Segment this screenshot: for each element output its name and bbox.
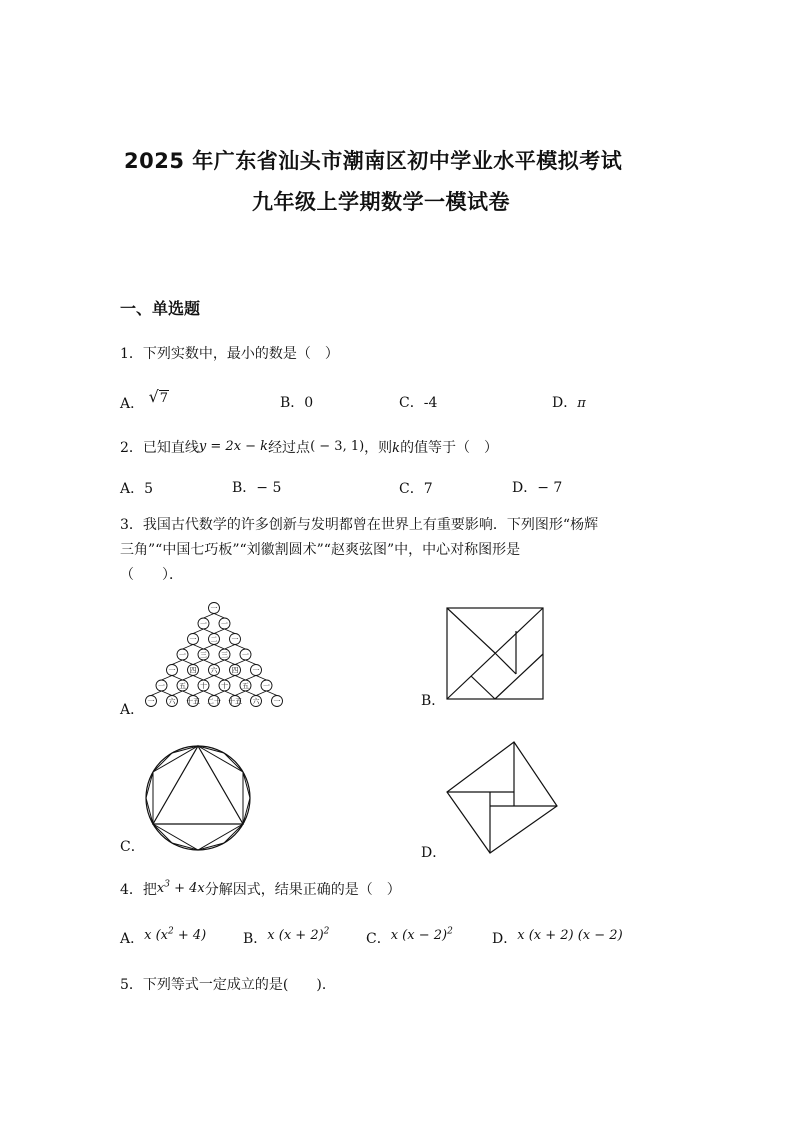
liuhui-hexagon xyxy=(153,746,243,850)
yanghui-edge xyxy=(235,660,246,665)
liuhui-triangle xyxy=(153,746,243,824)
yanghui-edge xyxy=(267,691,278,696)
yanghui-edge xyxy=(172,676,183,681)
yanghui-edge xyxy=(246,660,257,665)
yanghui-node-label: 十五 xyxy=(228,697,242,706)
yanghui-edge xyxy=(193,676,204,681)
yanghui-node-label: 四 xyxy=(189,666,197,675)
q4-suffix: 分解因式，结果正确的是（ ） xyxy=(204,882,401,898)
question-3-stem-line1: 3．我国古代数学的许多创新与发明都曾在世界上有重要影响．下列图形“杨辉 xyxy=(120,517,599,533)
q4-expression xyxy=(157,881,205,896)
q1-option-b xyxy=(280,392,313,412)
q4-expr-rest: + 4x xyxy=(170,881,205,896)
yanghui-edge xyxy=(183,691,194,696)
yanghui-edge xyxy=(204,614,215,619)
yanghui-node-label: 四 xyxy=(231,666,239,675)
yanghui-node-label: 一 xyxy=(231,635,239,644)
yanghui-edge xyxy=(162,676,173,681)
q4-option-a-letter: A． xyxy=(120,931,145,947)
q4-expr-exp: 3 xyxy=(164,879,170,890)
yanghui-node-label: 一 xyxy=(179,651,186,659)
q3-option-b-letter: B． xyxy=(421,693,446,709)
q1-option-d-value: π xyxy=(577,396,586,411)
yanghui-edge xyxy=(214,614,225,619)
section-heading: 一、单选题 xyxy=(120,299,201,318)
question-1-stem: 1．下列实数中，最小的数是（ ） xyxy=(120,346,339,362)
q4-expr-base: x xyxy=(156,881,165,896)
q2-option-c-letter: C． xyxy=(399,481,424,497)
q3-option-a-letter: A． xyxy=(120,702,145,718)
question-3-stem-line3: （ ）． xyxy=(120,567,183,583)
q4-prefix: 4．把 xyxy=(120,882,157,898)
q2-option-c xyxy=(399,478,433,498)
q2-option-a-letter: A． xyxy=(120,481,145,497)
q1-option-c xyxy=(399,392,437,412)
yanghui-edge xyxy=(204,629,215,634)
yanghui-edge xyxy=(193,645,204,650)
q3-option-c-letter: C． xyxy=(120,839,145,855)
yanghui-edge xyxy=(162,691,173,696)
zhaoshuang-figure xyxy=(446,741,558,855)
yanghui-edge xyxy=(246,691,257,696)
q4-option-a-expr xyxy=(144,928,206,943)
q2-suffix: 的值等于（ ） xyxy=(400,440,499,456)
yanghui-edge xyxy=(151,691,162,696)
q2-option-a-value: 5 xyxy=(144,481,154,497)
yanghui-node-label: 一 xyxy=(242,651,249,659)
yanghui-node-label: 一 xyxy=(168,666,176,675)
yanghui-edge xyxy=(225,691,236,696)
yanghui-edge xyxy=(214,691,225,696)
q4-option-c-expr xyxy=(391,928,453,943)
q2-option-d-value: − 7 xyxy=(537,480,563,496)
liuhui-circle-figure xyxy=(143,744,255,852)
q2-prefix: 2．已知直线 xyxy=(120,440,199,456)
yanghui-edge xyxy=(225,629,236,634)
yanghui-edge xyxy=(204,691,215,696)
question-4-stem xyxy=(120,879,401,899)
yanghui-edge xyxy=(235,691,246,696)
q4-option-b-sup: 2 xyxy=(323,926,330,937)
q1-option-b-letter: B． xyxy=(280,395,305,411)
yanghui-edge xyxy=(214,676,225,681)
q4-option-b-letter: B． xyxy=(243,931,268,947)
q1-option-b-value: 0 xyxy=(304,395,314,411)
yanghui-node-label: 五 xyxy=(179,682,186,690)
yanghui-edge xyxy=(193,629,204,634)
q2-equation: y = 2x − k xyxy=(198,439,269,454)
q2-option-d xyxy=(512,477,562,497)
q1-option-d xyxy=(552,392,586,412)
q1-option-a-radicand: 7 xyxy=(159,391,169,406)
q4-option-b-expr xyxy=(267,928,329,943)
q2-point: ( − 3, 1) xyxy=(310,439,365,454)
q2-option-d-letter: D． xyxy=(512,480,538,496)
q1-option-a xyxy=(120,387,169,413)
yanghui-edge xyxy=(225,676,236,681)
yanghui-edge xyxy=(235,645,246,650)
yanghui-node-label: 六 xyxy=(252,697,260,706)
yanghui-node-label: 一 xyxy=(147,697,155,706)
yanghui-triangle-figure xyxy=(143,598,293,718)
yanghui-node-label: 二 xyxy=(210,635,218,644)
q4-option-d xyxy=(492,928,623,948)
yanghui-node-label: 三 xyxy=(221,651,228,659)
yanghui-node-label: 一 xyxy=(158,682,165,690)
q2-var: k xyxy=(392,441,401,456)
yanghui-node-label: 一 xyxy=(273,697,281,706)
q4-option-c-letter: C． xyxy=(366,931,391,947)
yanghui-node-label: 六 xyxy=(210,666,218,675)
yanghui-node-label: 一 xyxy=(252,666,260,675)
yanghui-edge xyxy=(214,660,225,665)
q1-option-c-value: -4 xyxy=(423,395,438,411)
q4-option-a-sup: 2 xyxy=(168,926,174,937)
q1-option-a-letter: A． xyxy=(120,396,145,412)
q2-option-c-value: 7 xyxy=(423,481,433,497)
q1-option-d-letter: D． xyxy=(552,395,578,411)
yanghui-edge xyxy=(172,691,183,696)
page-title-line2: 九年级上学期数学一模试卷 xyxy=(252,190,510,214)
sqrt-symbol: √ xyxy=(148,387,159,406)
yanghui-node-label: 三 xyxy=(200,651,207,659)
yanghui-edge xyxy=(193,660,204,665)
q4-option-c xyxy=(366,928,453,948)
yanghui-edge xyxy=(204,660,215,665)
q4-option-d-letter: D． xyxy=(492,931,518,947)
yanghui-edge xyxy=(246,676,257,681)
q3-option-d-letter: D． xyxy=(421,845,447,861)
q4-option-a-text: x (x xyxy=(144,928,168,943)
q2-option-b xyxy=(232,477,281,497)
yanghui-node-label: 二十 xyxy=(207,697,221,706)
q1-option-c-letter: C． xyxy=(399,395,424,411)
q4-option-b-text: x (x + 2) xyxy=(267,928,324,943)
yanghui-node-label: 六 xyxy=(168,697,176,706)
yanghui-node-label: 一 xyxy=(210,604,218,613)
yanghui-edge xyxy=(256,691,267,696)
q2-mid2: ，则 xyxy=(364,440,393,456)
q2-option-b-value: − 5 xyxy=(256,480,282,496)
yanghui-edge xyxy=(193,691,204,696)
yanghui-edge xyxy=(204,676,215,681)
yanghui-node-label: 一 xyxy=(263,682,270,690)
q2-mid: 经过点 xyxy=(268,440,311,456)
q4-option-b xyxy=(243,928,329,948)
yanghui-node-label: 一 xyxy=(200,620,207,628)
yanghui-node-label: 一 xyxy=(221,620,228,628)
q2-option-b-letter: B． xyxy=(232,480,257,496)
yanghui-node-label: 一 xyxy=(189,635,197,644)
tangram-figure xyxy=(446,607,546,701)
yanghui-edge xyxy=(214,645,225,650)
yanghui-edge xyxy=(204,645,215,650)
yanghui-edge xyxy=(225,645,236,650)
page-title-line1: 2025 年广东省汕头市潮南区初中学业水平模拟考试 xyxy=(124,149,623,173)
yanghui-edge xyxy=(172,660,183,665)
yanghui-edge xyxy=(235,676,246,681)
yanghui-node-label: 十 xyxy=(200,682,207,690)
yanghui-edge xyxy=(183,660,194,665)
question-3-stem-line2: 三角”“中国七巧板”“刘徽割圆术”“赵爽弦图”中，中心对称图形是 xyxy=(120,542,521,558)
yanghui-edge xyxy=(256,676,267,681)
yanghui-edge xyxy=(225,660,236,665)
yanghui-node-label: 十 xyxy=(221,682,228,690)
q4-option-a xyxy=(120,928,206,948)
q4-option-c-text: x (x − 2) xyxy=(390,928,448,943)
yanghui-node-label: 五 xyxy=(242,682,249,690)
liuhui-circle xyxy=(146,746,250,850)
q4-option-c-sup: 2 xyxy=(447,926,453,937)
question-5-stem: 5．下列等式一定成立的是( )． xyxy=(120,977,336,993)
yanghui-edge xyxy=(183,645,194,650)
q4-option-d-expr: x (x + 2) (x − 2) xyxy=(517,928,623,943)
yanghui-edge xyxy=(183,676,194,681)
q4-option-a-tail: + 4) xyxy=(173,928,207,943)
yanghui-node-label: 十五 xyxy=(186,697,200,706)
question-2-stem xyxy=(120,437,498,457)
yanghui-edge xyxy=(214,629,225,634)
q2-option-a xyxy=(120,478,153,498)
